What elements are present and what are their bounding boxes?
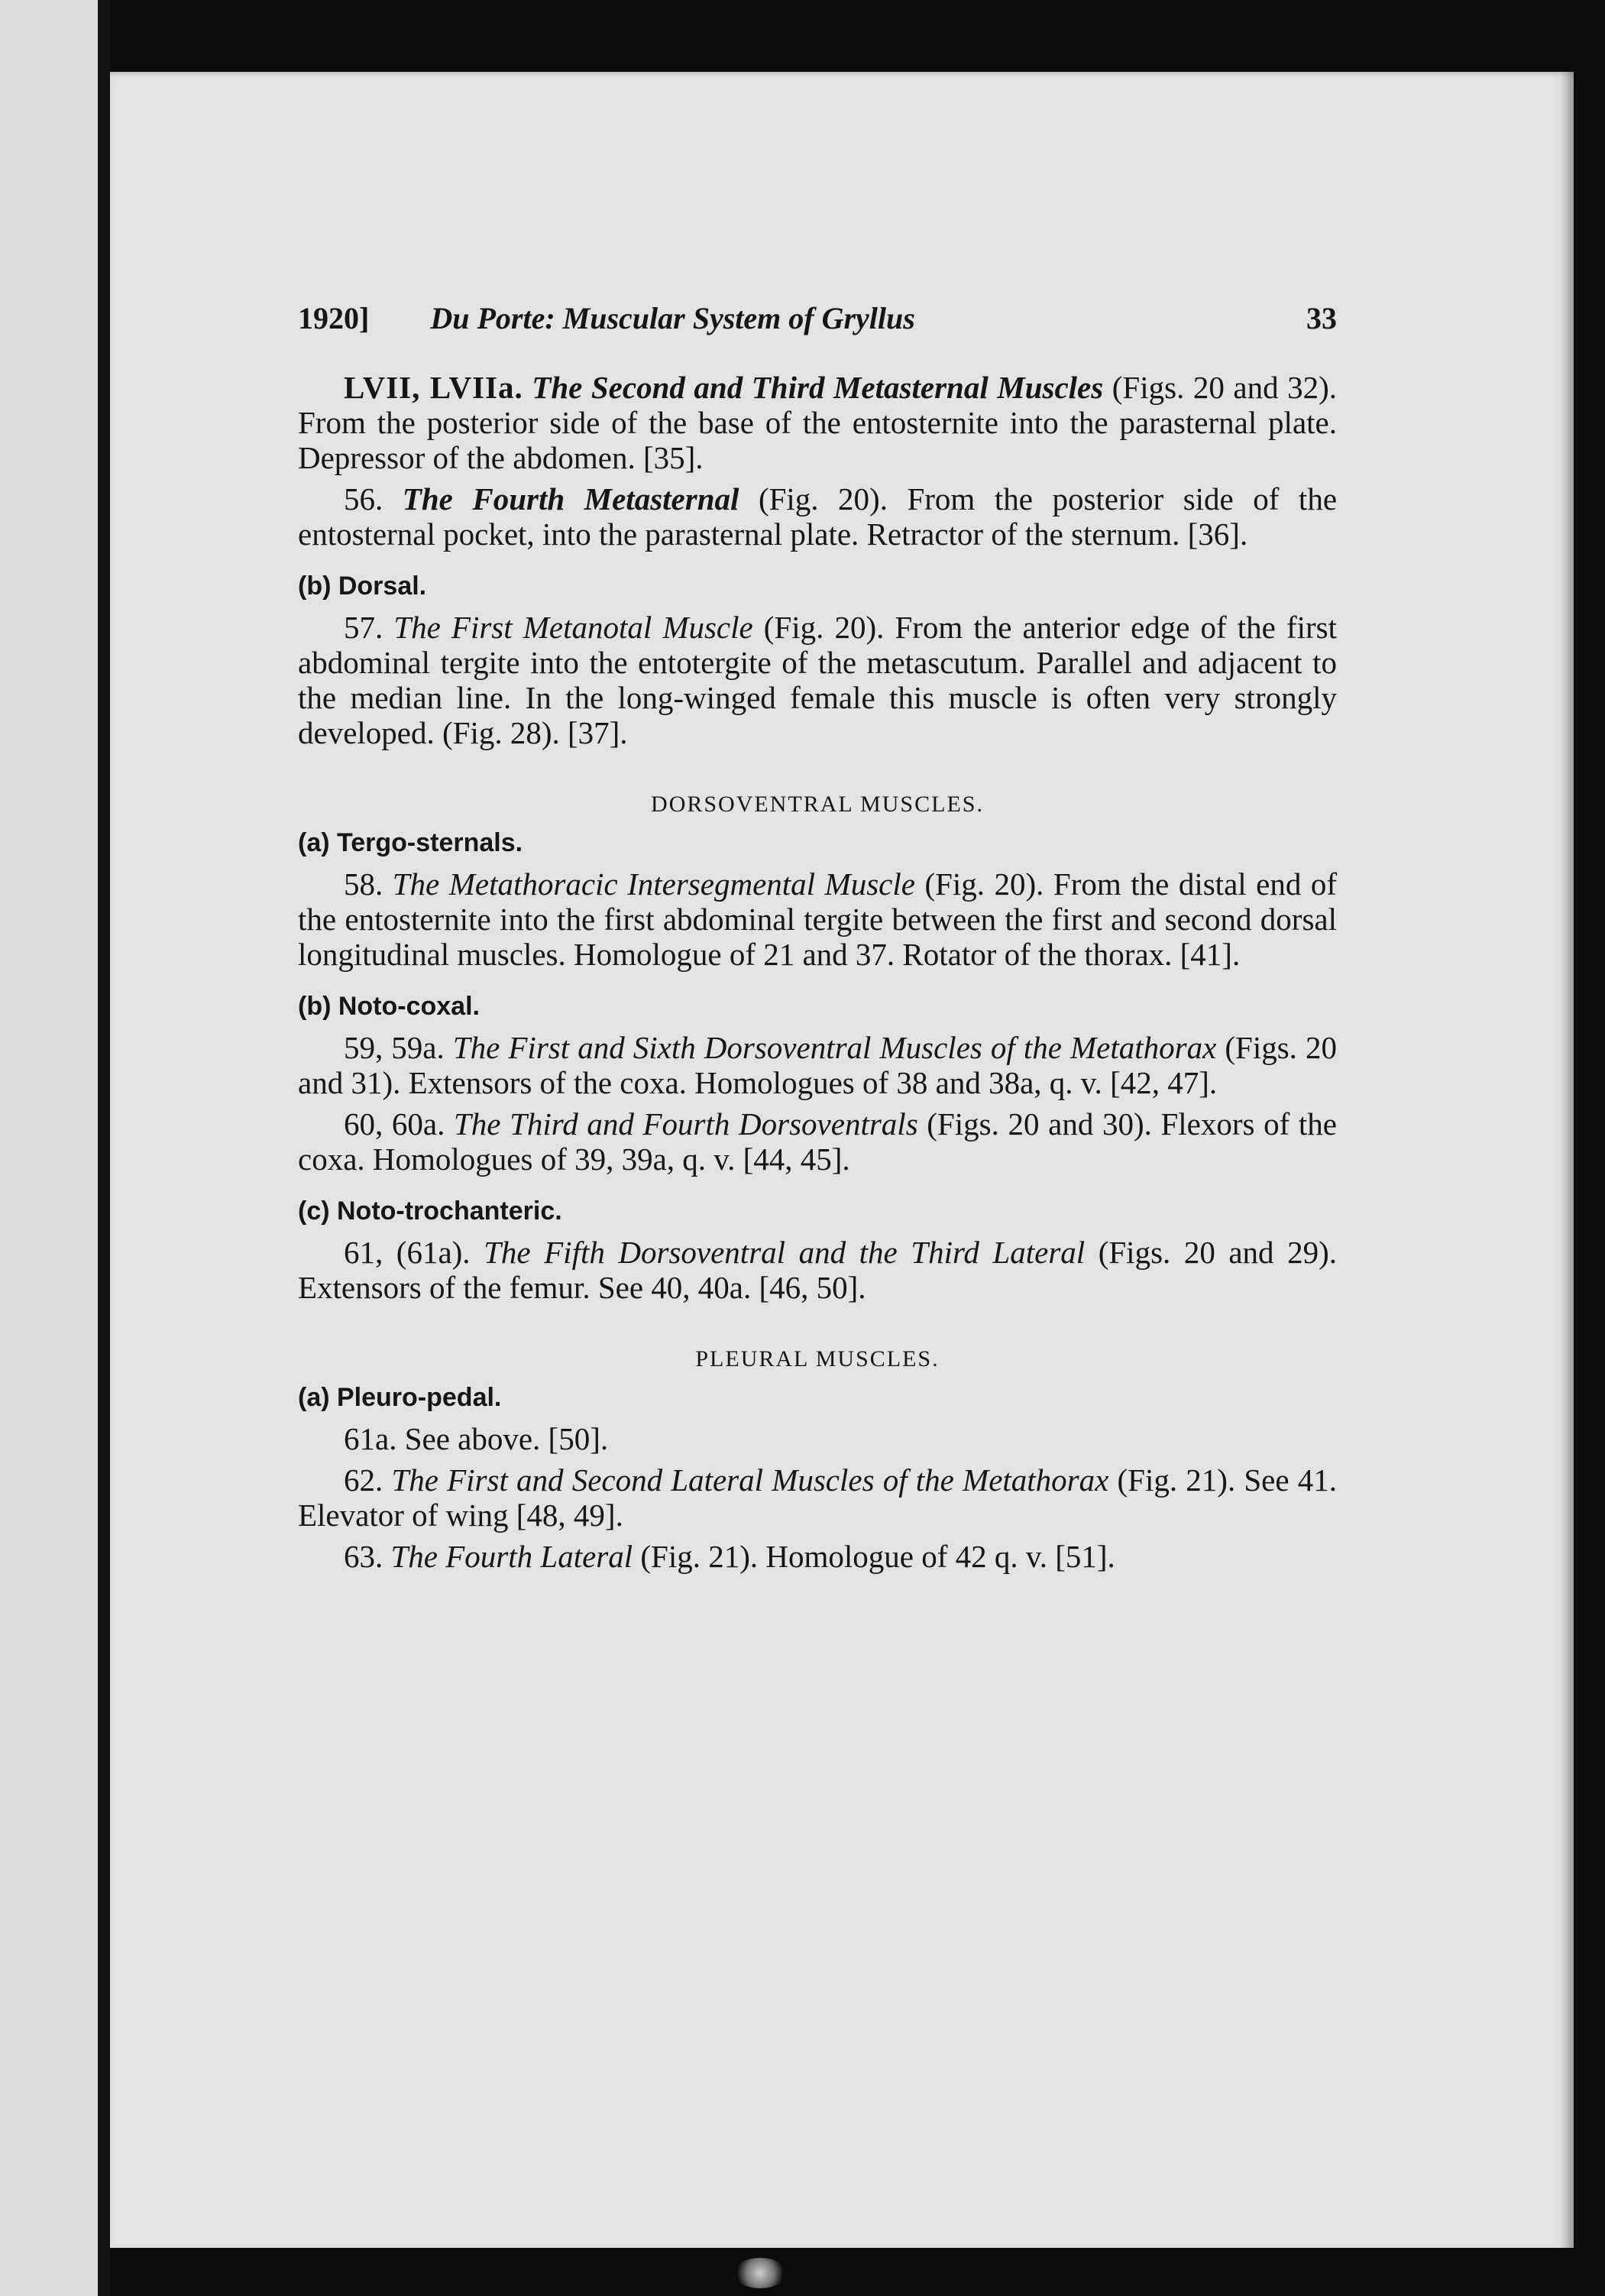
paragraph-text: (Figs. 20 and 29). Extensors of the femur. See 40, 40a. [46, 50]. — [298, 1235, 1337, 1305]
scan-smudge — [733, 2258, 787, 2288]
binding-shadow — [98, 0, 110, 2296]
paragraph-number: 56. — [344, 481, 383, 517]
paragraph-lvii — [298, 370, 1337, 475]
paragraph-number: 61a. — [344, 1421, 397, 1456]
muscle-title: The Fourth Metasternal — [402, 481, 739, 517]
paragraph-number: 62. — [344, 1462, 383, 1498]
paragraph-text: See above. [50]. — [404, 1421, 609, 1456]
page-number: 33 — [1306, 301, 1337, 335]
muscle-title: The First Metanotal Muscle — [393, 610, 753, 645]
paragraph-58 — [298, 866, 1337, 972]
muscle-title: The Fifth Dorsoventral and the Third Lateral — [484, 1235, 1086, 1270]
paragraph-56 — [298, 481, 1337, 552]
running-header — [298, 301, 1337, 341]
left-page-edge — [0, 0, 98, 2296]
muscle-title: The First and Second Lateral Muscles of the Metathorax — [391, 1462, 1109, 1498]
paragraph-text: (Fig. 20). From the anterior edge of the first abdominal tergite into the entotergite of the metascutum. Parallel and adjacent to the median line. In the long-winged female this muscle is often very strongly developed. (Fig. 28). [37]. — [298, 610, 1337, 750]
paragraph-number: LVII, LVIIa. — [344, 370, 523, 405]
paragraph-text: (Figs. 20 and 32). From the posterior side of the base of the entosternite into the parasternal plate. Depressor of the abdomen. [35]. — [298, 370, 1338, 475]
paragraph-text: (Fig. 20). From the distal end of the entosternite into the first abdominal tergite between the first and second dorsal longitudinal muscles. Homologue of 21 and 37. Rotator of the thorax. [41]. — [298, 866, 1337, 972]
section-heading-dorsoventral: DORSOVENTRAL MUSCLES. — [651, 792, 984, 817]
paragraph-number: 59, 59a. — [344, 1030, 445, 1065]
subheading-pleuro-pedal: (a) Pleuro-pedal. — [298, 1383, 502, 1412]
paragraph-text: (Fig. 21). See 41. Elevator of wing [48, 49]. — [298, 1462, 1338, 1533]
paragraph-number: 58. — [344, 866, 383, 902]
subheading-noto-coxal: (b) Noto-coxal. — [298, 992, 480, 1021]
muscle-title: The Fourth Lateral — [390, 1539, 633, 1574]
paragraph-number: 63. — [344, 1539, 383, 1574]
paragraph-text: (Fig. 20). From the posterior side of the entosternal pocket, into the parasternal plate. Retractor of the sternum. [36]. — [298, 481, 1338, 552]
page-content — [298, 301, 1337, 1580]
muscle-title: The Third and Fourth Dorsoventrals — [453, 1106, 918, 1142]
paragraph-text: (Figs. 20 and 30). Flexors of the coxa. Homologues of 39, 39a, q. v. [44, 45]. — [298, 1106, 1338, 1177]
paragraph-text: (Fig. 21). Homologue of 42 q. v. [51]. — [640, 1539, 1115, 1574]
subheading-dorsal: (b) Dorsal. — [298, 572, 427, 601]
paragraph-number: 57. — [344, 610, 383, 645]
paragraph-61a — [298, 1421, 1337, 1456]
subheading-noto-trochanteric: (c) Noto-trochanteric. — [298, 1197, 562, 1226]
paragraph-57 — [298, 610, 1337, 750]
paragraph-62 — [298, 1462, 1337, 1533]
header-running-title: Du Porte: Muscular System of Gryllus — [430, 301, 915, 335]
scanned-page — [110, 72, 1574, 2248]
muscle-title: The Second and Third Metasternal Muscles — [532, 370, 1104, 405]
muscle-title: The Metathoracic Intersegmental Muscle — [392, 866, 915, 902]
muscle-title: The First and Sixth Dorsoventral Muscles of the Metathorax — [452, 1030, 1217, 1065]
paragraph-number: 61, (61a). — [344, 1235, 471, 1270]
paragraph-number: 60, 60a. — [344, 1106, 445, 1142]
paragraph-text: (Figs. 20 and 31). Extensors of the coxa. Homologues of 38 and 38a, q. v. [42, 47]. — [298, 1030, 1337, 1100]
paragraph-59 — [298, 1030, 1337, 1100]
section-heading-pleural: PLEURAL MUSCLES. — [695, 1346, 940, 1371]
subheading-tergo-sternals: (a) Tergo-sternals. — [298, 828, 523, 857]
paragraph-63 — [298, 1539, 1337, 1574]
header-year: 1920] — [298, 301, 370, 335]
paragraph-60 — [298, 1106, 1337, 1177]
paragraph-61 — [298, 1235, 1337, 1305]
